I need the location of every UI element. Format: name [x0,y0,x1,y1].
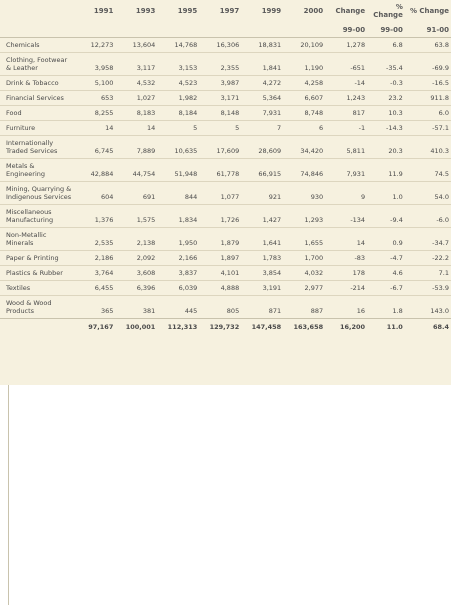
table-cell: -57.1 [405,121,451,136]
table-cell: 6,745 [76,136,116,159]
table-cell: 6,039 [157,281,199,296]
table-cell: 6,396 [115,281,157,296]
table-row [0,106,451,121]
table-cell: 42,884 [76,159,116,182]
table-cell: 54.0 [405,182,451,205]
table-cell: 3,854 [241,266,283,281]
table-row [0,182,451,205]
row-label: Wood & Wood Products [0,296,76,319]
header-cell: 1993 [135,7,156,15]
table-cell: -134 [325,205,367,228]
table-cell: 5 [157,121,199,136]
table-cell: 817 [325,106,367,121]
table-row [0,205,451,228]
table-cell: 7,931 [241,106,283,121]
table-row [0,296,451,319]
table-cell: 6.0 [405,106,451,121]
subheader-blank [0,22,76,38]
table-cell: 10.3 [367,106,405,121]
table-cell: 6,455 [76,281,116,296]
table-cell: 4,032 [283,266,325,281]
table-cell: 20,109 [283,38,325,53]
row-label: Financial Services [0,91,76,106]
table-row [0,266,451,281]
table-cell: -14 [325,76,367,91]
row-label: Furniture [0,121,76,136]
table-cell: 14 [325,228,367,251]
table-cell: 10,635 [157,136,199,159]
table-cell: -16.5 [405,76,451,91]
table-row [0,228,451,251]
table-cell: 8,184 [157,106,199,121]
subheader-cell [76,22,116,38]
table-cell: 4,258 [283,76,325,91]
table-cell: 1,278 [325,38,367,53]
header-cell: % Change [373,3,403,19]
table-cell: 1,575 [115,205,157,228]
table-cell: 381 [115,296,157,319]
table-cell: 2,166 [157,251,199,266]
table-cell: 3,837 [157,266,199,281]
table-cell: 4,888 [199,281,241,296]
table-cell: 1,700 [283,251,325,266]
header-cell: 2000 [303,7,324,15]
table-cell: 74.5 [405,159,451,182]
table-row [0,251,451,266]
table-cell: 16,306 [199,38,241,53]
row-label: Miscellaneous Manufacturing [0,205,76,228]
table-cell: 74,846 [283,159,325,182]
table-cell: 653 [76,91,116,106]
table-cell: 8,748 [283,106,325,121]
table-cell: -22.2 [405,251,451,266]
row-label: Textiles [0,281,76,296]
table-cell: -53.9 [405,281,451,296]
table-cell: 8,183 [115,106,157,121]
table-cell: 1,641 [241,228,283,251]
table-row [0,136,451,159]
table-row [0,91,451,106]
table-cell: 129,732 [199,319,241,336]
table-cell: 8,255 [76,106,116,121]
subheader-row [0,22,451,38]
table-cell: 5,100 [76,76,116,91]
table-cell: 871 [241,296,283,319]
table-row [0,281,451,296]
table-cell: 3,987 [199,76,241,91]
header-row [0,0,451,22]
table-row [0,159,451,182]
table-row [0,53,451,76]
table-cell: 1.0 [367,182,405,205]
table-cell: 0.9 [367,228,405,251]
table-cell: 4,272 [241,76,283,91]
table-cell: 16,200 [325,319,367,336]
table-cell: -34.7 [405,228,451,251]
table-cell: 9 [325,182,367,205]
table-cell: 14 [76,121,116,136]
table-cell: 1,027 [115,91,157,106]
table-cell: 3,191 [241,281,283,296]
total-row [0,319,451,336]
table-cell: 1,783 [241,251,283,266]
table-cell: 7,889 [115,136,157,159]
table-cell: 1,293 [283,205,325,228]
header-cell: % Change [409,7,449,15]
table-cell: 7.1 [405,266,451,281]
table-cell: 1,841 [241,53,283,76]
row-label: Clothing, Footwear & Leather [0,53,76,76]
table-cell: 921 [241,182,283,205]
table-cell: 365 [76,296,116,319]
table-cell: 1,982 [157,91,199,106]
header-cell: 1995 [177,7,198,15]
table-cell: 13,604 [115,38,157,53]
row-label: Drink & Tobacco [0,76,76,91]
table-cell: 23.2 [367,91,405,106]
table-cell: 14 [115,121,157,136]
subheader-cell [199,22,241,38]
table-cell: 20.3 [367,136,405,159]
row-label: Non-Metallic Minerals [0,228,76,251]
table-cell: 6 [283,121,325,136]
subheader-cell [241,22,283,38]
header-cell: 1991 [93,7,114,15]
table-cell: 3,608 [115,266,157,281]
table-cell: 1,950 [157,228,199,251]
table-cell: 97,167 [76,319,116,336]
table-cell: 61,778 [199,159,241,182]
margin-rule [8,385,9,605]
header-blank [0,0,76,22]
row-label [0,319,76,336]
table-cell: 178 [325,266,367,281]
subheader-cell [115,22,157,38]
table-cell: -6.0 [405,205,451,228]
table-cell: 2,186 [76,251,116,266]
table-cell: 11.9 [367,159,405,182]
table-cell: 12,273 [76,38,116,53]
subheader-cell: 99-00 [380,25,403,34]
table-cell: 1,427 [241,205,283,228]
table-cell: 805 [199,296,241,319]
table-cell: 66,915 [241,159,283,182]
table-cell: 6.8 [367,38,405,53]
table-cell: 5,364 [241,91,283,106]
row-label: Mining, Quarrying & Indigenous Services [0,182,76,205]
table-cell: 6,607 [283,91,325,106]
table-cell: -14.3 [367,121,405,136]
table-cell: 5 [199,121,241,136]
table-cell: 163,658 [283,319,325,336]
subheader-cell: 99-00 [342,25,366,34]
table-cell: 7 [241,121,283,136]
header-cell: 1997 [219,7,240,15]
table-cell: -9.4 [367,205,405,228]
table-cell: 11.0 [367,319,405,336]
table-cell: 2,092 [115,251,157,266]
table-cell: 2,535 [76,228,116,251]
table-cell: 3,117 [115,53,157,76]
row-label: Metals & Engineering [0,159,76,182]
table-cell: 44,754 [115,159,157,182]
table-cell: 1,077 [199,182,241,205]
table-cell: 8,148 [199,106,241,121]
table-cell: 844 [157,182,199,205]
row-label: Paper & Printing [0,251,76,266]
table-cell: 17,609 [199,136,241,159]
table-cell: 2,138 [115,228,157,251]
table-cell: 1,376 [76,205,116,228]
table-cell: -69.9 [405,53,451,76]
table-row [0,38,451,53]
row-label: Internationally Traded Services [0,136,76,159]
table-cell: -1 [325,121,367,136]
table-cell: -6.7 [367,281,405,296]
table-cell: 3,153 [157,53,199,76]
row-label: Chemicals [0,38,76,53]
table-cell: 4,101 [199,266,241,281]
table-row [0,121,451,136]
row-label: Food [0,106,76,121]
table-cell: 63.8 [405,38,451,53]
table-cell: 1,897 [199,251,241,266]
table-cell: 112,313 [157,319,199,336]
table-cell: 4.6 [367,266,405,281]
table-cell: 3,764 [76,266,116,281]
table-cell: 604 [76,182,116,205]
table-cell: 1,879 [199,228,241,251]
table-cell: 1,243 [325,91,367,106]
subheader-cell: 91-00 [426,25,449,34]
table-cell: 5,811 [325,136,367,159]
table-cell: 147,458 [241,319,283,336]
table-cell: 410.3 [405,136,451,159]
table-cell: 14,768 [157,38,199,53]
table-cell: -35.4 [367,53,405,76]
table-cell: -83 [325,251,367,266]
table-cell: 1.8 [367,296,405,319]
header-cell: Change [335,7,366,15]
table-cell: 18,831 [241,38,283,53]
table-cell: 691 [115,182,157,205]
row-label: Plastics & Rubber [0,266,76,281]
table-row [0,76,451,91]
table-cell: 34,420 [283,136,325,159]
table-cell: 3,171 [199,91,241,106]
subheader-cell [283,22,325,38]
table-cell: 3,958 [76,53,116,76]
table-cell: 887 [283,296,325,319]
table-cell: 51,948 [157,159,199,182]
table-cell: 930 [283,182,325,205]
table-cell: -651 [325,53,367,76]
table-cell: 4,532 [115,76,157,91]
table-cell: -4.7 [367,251,405,266]
table-cell: 445 [157,296,199,319]
subheader-cell [157,22,199,38]
table-cell: 16 [325,296,367,319]
table-cell: 143.0 [405,296,451,319]
table-cell: 1,834 [157,205,199,228]
table-cell: -0.3 [367,76,405,91]
table-cell: 1,655 [283,228,325,251]
table-cell: 2,355 [199,53,241,76]
table-cell: 1,190 [283,53,325,76]
table-cell: -214 [325,281,367,296]
table-cell: 4,523 [157,76,199,91]
header-cell: 1999 [261,7,282,15]
table-cell: 28,609 [241,136,283,159]
table-cell: 2,977 [283,281,325,296]
table-cell: 7,931 [325,159,367,182]
table-cell: 1,726 [199,205,241,228]
table-cell: 68.4 [405,319,451,336]
table-cell: 100,001 [115,319,157,336]
table-cell: 911.8 [405,91,451,106]
